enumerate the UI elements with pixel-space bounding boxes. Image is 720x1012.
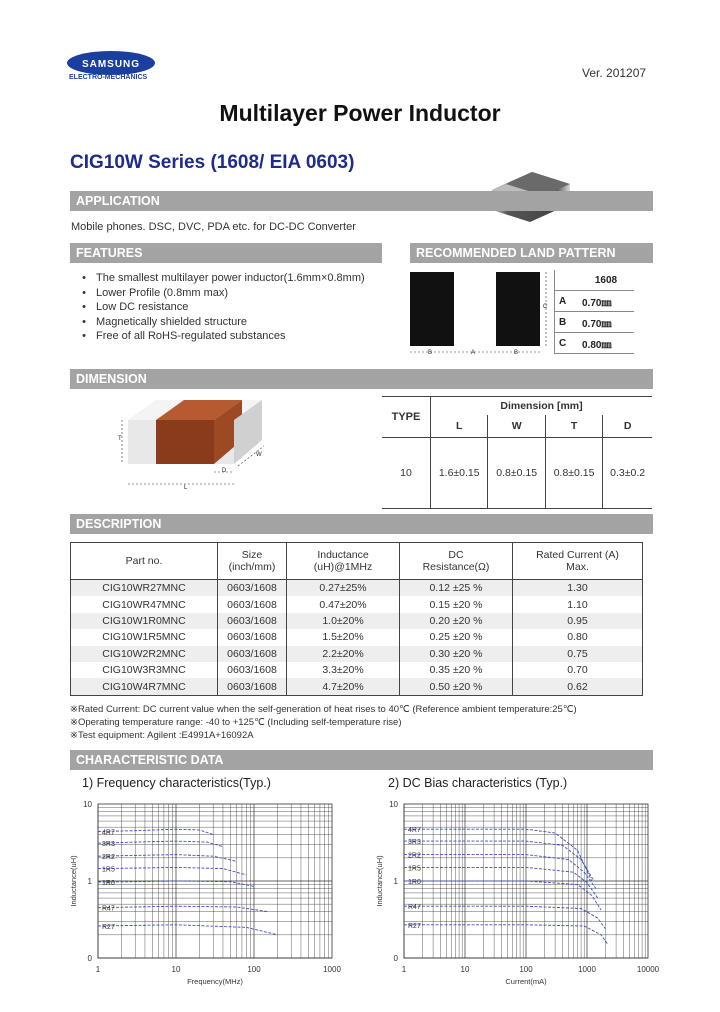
- dim-col-header: T: [545, 415, 602, 438]
- dim-type-value: 10: [382, 438, 431, 509]
- dim-group-header: Dimension [mm]: [431, 397, 653, 416]
- series-label: 1R0: [408, 879, 421, 886]
- application-text: Mobile phones. DSC, DVC, PDA etc. for DC-DC Converter: [71, 221, 356, 233]
- table-cell: 0.30 ±20 %: [400, 646, 513, 662]
- land-pattern-table: [554, 270, 634, 354]
- table-cell: 3.3±20%: [287, 662, 400, 678]
- table-cell: 0.35 ±20 %: [400, 662, 513, 678]
- series-label: 3R3: [408, 839, 421, 847]
- table-cell: CIG10W2R2MNC: [71, 646, 218, 662]
- characteristic-heading: CHARACTERISTIC DATA: [70, 750, 653, 770]
- dimension-heading: DIMENSION: [70, 369, 653, 389]
- land-pattern-drawing: [408, 270, 556, 360]
- table-row: [71, 678, 643, 695]
- table-cell: CIG10WR27MNC: [71, 580, 218, 597]
- series-label: R47: [408, 904, 421, 912]
- y-tick-label: 1: [87, 877, 92, 886]
- series-line-1r0: [404, 881, 601, 910]
- table-cell: CIG10W4R7MNC: [71, 678, 218, 695]
- chart-title-dcbias: 2) DC Bias characteristics (Typ.): [388, 776, 568, 790]
- dim-value: 1.6±0.15: [431, 438, 488, 509]
- brand-division: ELECTRO-MECHANICS: [69, 74, 148, 81]
- application-heading: APPLICATION: [70, 191, 653, 211]
- table-cell: 0.80: [513, 629, 643, 645]
- dimension-table: [382, 396, 652, 509]
- y-axis-label: Inductance(uH): [69, 855, 78, 907]
- x-tick-label: 1: [401, 965, 407, 974]
- table-cell: 0603/1608: [218, 646, 287, 662]
- table-cell: CIG10W1R0MNC: [71, 613, 218, 629]
- series-line-r47: [98, 906, 268, 911]
- x-axis-label: Frequency(MHz): [187, 977, 243, 986]
- land-label-b2: B: [514, 350, 519, 356]
- table-cell: 1.10: [513, 596, 643, 612]
- features-list: [78, 271, 365, 344]
- dim-value: 0.8±0.15: [545, 438, 602, 509]
- table-cell: 0.25 ±20 %: [400, 629, 513, 645]
- dim-label-l: L: [184, 485, 188, 491]
- x-tick-label: 100: [519, 965, 533, 974]
- table-cell: 0.50 ±20 %: [400, 678, 513, 695]
- table-cell: 0603/1608: [218, 580, 287, 597]
- features-heading: FEATURES: [70, 243, 382, 263]
- table-cell: 1.0±20%: [287, 613, 400, 629]
- brand-name: SAMSUNG: [81, 59, 141, 70]
- series-label: 1R5: [102, 866, 115, 874]
- series-label: 2R2: [408, 852, 421, 860]
- table-cell: 1.5±20%: [287, 629, 400, 645]
- samsung-logo: [67, 50, 217, 91]
- table-row: [71, 596, 643, 612]
- dim-col-header: D: [603, 415, 652, 438]
- dim-col-header: W: [488, 415, 545, 438]
- table-cell: 0.70: [513, 662, 643, 678]
- land-pattern-heading: RECOMMENDED LAND PATTERN: [410, 243, 653, 263]
- table-cell: 0603/1608: [218, 613, 287, 629]
- feature-item: • Lower Profile (0.8mm max): [78, 286, 365, 301]
- table-row: [71, 580, 643, 597]
- dimension-drawing: [116, 396, 276, 496]
- land-size: 1608: [578, 270, 634, 291]
- feature-item: • Free of all RoHS-regulated substances: [78, 329, 365, 344]
- table-cell: CIG10WR47MNC: [71, 596, 218, 612]
- y-tick-label: 1: [393, 877, 398, 886]
- series-line-r47: [404, 906, 605, 929]
- table-cell: 0.47±20%: [287, 596, 400, 612]
- dcbias-chart: [368, 796, 668, 996]
- land-label-b1: B: [428, 350, 433, 356]
- series-label: 2R2: [102, 854, 115, 862]
- table-cell: 0.27±25%: [287, 580, 400, 597]
- land-value: 0.70㎜: [578, 291, 634, 312]
- table-cell: 4.7±20%: [287, 678, 400, 695]
- table-cell: 0603/1608: [218, 662, 287, 678]
- table-cell: 0603/1608: [218, 678, 287, 695]
- x-tick-label: 10: [460, 965, 470, 974]
- page-title: Multilayer Power Inductor: [219, 100, 501, 126]
- land-key: B: [555, 312, 579, 333]
- series-line-1r5: [98, 867, 246, 875]
- dim-type-header: TYPE: [382, 397, 431, 438]
- y-axis-label: Inductance(uH): [375, 855, 384, 907]
- table-row: [71, 613, 643, 629]
- table-cell: 0603/1608: [218, 596, 287, 612]
- series-line-4r7: [98, 829, 213, 837]
- series-line-3r3: [404, 841, 594, 881]
- series-line-3r3: [98, 841, 223, 847]
- desc-header-current: Rated Current (A) Max.: [513, 543, 643, 580]
- feature-item: • Magnetically shielded structure: [78, 315, 365, 330]
- land-key: A: [555, 291, 579, 312]
- desc-header-size: Size (inch/mm): [218, 543, 287, 580]
- x-tick-label: 10000: [636, 965, 660, 974]
- table-row: [71, 629, 643, 645]
- series-label: R47: [102, 905, 115, 913]
- note-rated-current: ※Rated Current: DC current value when the self-generation of heat rises to 40℃ (Reference ambient temperature:25℃): [70, 704, 577, 715]
- series-label: R27: [408, 922, 421, 930]
- dim-label-d: D: [222, 468, 227, 474]
- description-table: [70, 542, 643, 696]
- table-cell: 1.30: [513, 580, 643, 597]
- table-cell: 0603/1608: [218, 629, 287, 645]
- series-line-r27: [404, 922, 608, 945]
- land-value: 0.80㎜: [578, 333, 634, 354]
- land-label-c: C: [543, 304, 548, 310]
- y-tick-label: 0: [87, 954, 92, 963]
- series-line-4r7: [404, 829, 592, 881]
- feature-item: • Low DC resistance: [78, 300, 365, 315]
- table-cell: 0.20 ±20 %: [400, 613, 513, 629]
- table-cell: 0.15 ±20 %: [400, 596, 513, 612]
- table-cell: 0.12 ±25 %: [400, 580, 513, 597]
- series-label: 3R3: [102, 841, 115, 849]
- dim-label-t: T: [118, 436, 122, 442]
- table-cell: 0.75: [513, 646, 643, 662]
- land-value: 0.70㎜: [578, 312, 634, 333]
- x-axis-label: Current(mA): [505, 977, 547, 986]
- x-tick-label: 100: [247, 965, 261, 974]
- note-temperature: ※Operating temperature range: -40 to +125℃ (Including self-temperature rise): [70, 717, 402, 728]
- y-tick-label: 0: [393, 954, 398, 963]
- y-tick-label: 10: [389, 800, 398, 809]
- series-label: 4R7: [408, 827, 421, 835]
- x-tick-label: 10: [171, 965, 181, 974]
- table-row: [71, 646, 643, 662]
- series-title: CIG10W Series (1608/ EIA 0603): [70, 152, 355, 173]
- series-label: R27: [102, 924, 115, 932]
- table-cell: 0.95: [513, 613, 643, 629]
- x-tick-label: 1000: [578, 965, 596, 974]
- land-label-a: A: [471, 350, 476, 356]
- desc-header-inductance: Inductance (uH)@1MHz: [287, 543, 400, 580]
- dim-label-w: W: [256, 452, 262, 458]
- dim-value: 0.8±0.15: [488, 438, 545, 509]
- series-label: 1R5: [408, 865, 421, 873]
- feature-item: • The smallest multilayer power inductor(1.6mm×0.8mm): [78, 271, 365, 286]
- table-cell: 0.62: [513, 678, 643, 695]
- table-cell: 2.2±20%: [287, 646, 400, 662]
- series-label: 4R7: [102, 829, 115, 837]
- land-key: C: [555, 333, 579, 354]
- description-heading: DESCRIPTION: [70, 514, 653, 534]
- series-label: 1R0: [102, 880, 115, 888]
- frequency-chart: [62, 796, 352, 996]
- chart-title-frequency: 1) Frequency characteristics(Typ.): [82, 776, 271, 790]
- table-cell: CIG10W3R3MNC: [71, 662, 218, 678]
- dim-col-header: L: [431, 415, 488, 438]
- x-tick-label: 1: [95, 965, 101, 974]
- desc-header-dcr: DC Resistance(Ω): [400, 543, 513, 580]
- dim-value: 0.3±0.2: [603, 438, 652, 509]
- table-cell: CIG10W1R5MNC: [71, 629, 218, 645]
- y-tick-label: 10: [83, 800, 92, 809]
- note-equipment: ※Test equipment: Agilent :E4991A+16092A: [70, 730, 254, 741]
- x-tick-label: 1000: [323, 965, 341, 974]
- desc-header-part: Part no.: [71, 543, 218, 580]
- version-label: Ver. 201207: [582, 66, 647, 80]
- table-row: [71, 662, 643, 678]
